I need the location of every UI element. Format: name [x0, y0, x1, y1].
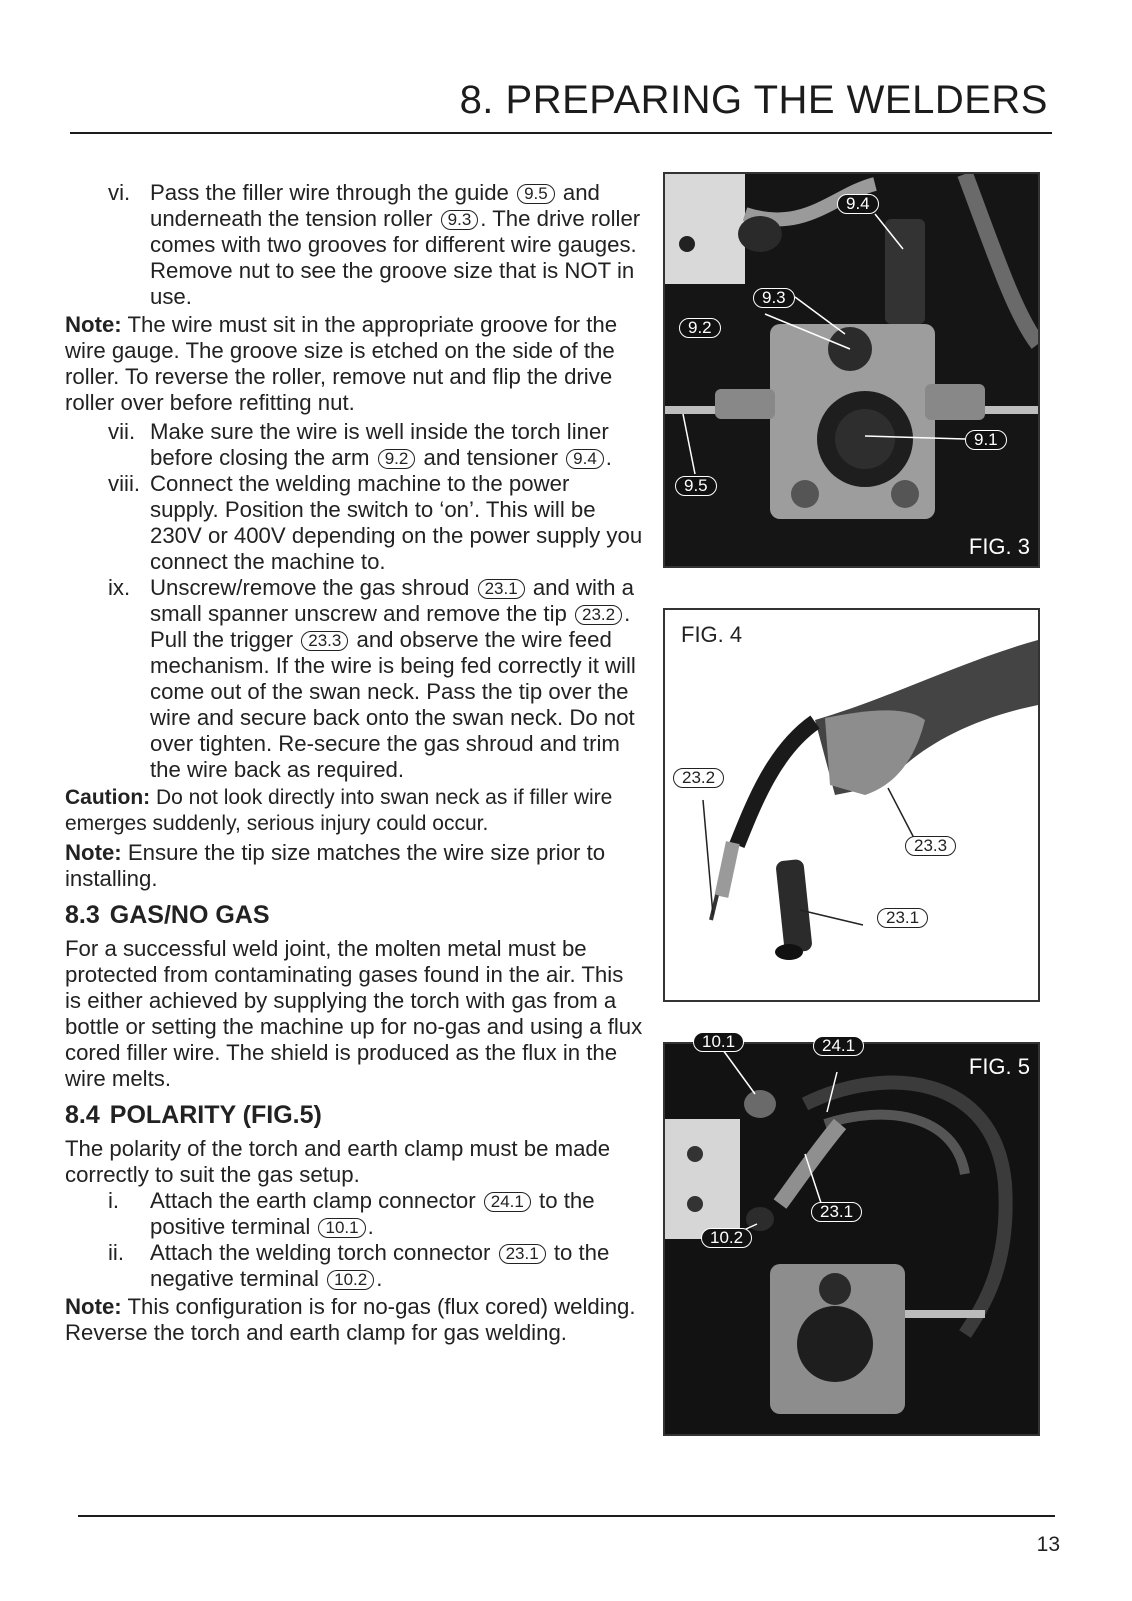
section-heading-8-3	[65, 900, 643, 930]
text-segment: Make sure the wire is well inside the torch liner before closing the arm	[150, 419, 609, 470]
part-reference-badge: 10.1	[318, 1218, 365, 1238]
section-8-4-body: The polarity of the torch and earth clamp must be made correctly to suit the gas setup.	[65, 1136, 611, 1187]
section-number: 8.3	[65, 901, 100, 929]
list-item-number	[65, 1188, 150, 1240]
figure-5-label: FIG. 5	[968, 1054, 1030, 1079]
text-segment: to the negative terminal	[150, 1240, 610, 1291]
list-item-number	[65, 575, 150, 783]
text-segment: .	[376, 1266, 383, 1291]
list-item-number	[65, 1240, 150, 1292]
footer-rule	[78, 1515, 1055, 1517]
list-item-text	[150, 575, 643, 783]
list-item-text	[150, 1240, 643, 1292]
figure-4-label: FIG. 4	[681, 622, 743, 647]
callout-9-3: 9.3	[753, 288, 795, 308]
part-reference-badge: 23.2	[575, 605, 622, 625]
part-reference-badge: 9.4	[566, 449, 604, 469]
text-segment: and underneath the tension roller	[150, 180, 600, 231]
figure-3-label: FIG. 3	[968, 534, 1030, 559]
text-segment: . Pull the trigger	[150, 601, 631, 652]
section-title: GAS/NO GAS	[109, 901, 270, 929]
callout-9-2: 9.2	[679, 318, 721, 338]
steps-list-b	[65, 419, 643, 783]
list-item-number-text: vii.	[108, 419, 136, 444]
callout-23-1: 23.1	[811, 1202, 862, 1222]
note-text: The wire must sit in the appropriate groove for the wire gauge. The groove size is etched on the side of the roller. To reverse the roller, remove nut and flip the drive roller over before refitting nut.	[65, 312, 618, 415]
list-item	[65, 419, 643, 471]
text-segment: Unscrew/remove the gas shroud	[150, 575, 476, 600]
main-text-column	[65, 180, 643, 1349]
text-segment: Attach the welding torch connector	[150, 1240, 497, 1265]
callout-9-1: 9.1	[965, 430, 1007, 450]
figure-4-photo-illustration	[665, 610, 1038, 1000]
text-segment: Attach the earth clamp connector	[150, 1188, 482, 1213]
list-item-number	[65, 419, 150, 471]
page-number: 13	[1036, 1533, 1060, 1556]
note-text: This configuration is for no-gas (flux cored) welding. Reverse the torch and earth clamp for gas welding.	[65, 1294, 636, 1345]
note-groove	[65, 312, 643, 416]
callout-10-2: 10.2	[701, 1228, 752, 1248]
text-segment: Connect the welding machine to the power supply. Position the switch to ‘on’. This will be 230V or 400V depending on the power supply you connect the machine to.	[150, 471, 643, 574]
section-number: 8.4	[65, 1101, 100, 1129]
list-item-text	[150, 1188, 643, 1240]
text-segment: and tensioner	[417, 445, 565, 470]
part-reference-badge: 23.3	[301, 631, 348, 651]
part-reference-badge: 24.1	[484, 1192, 531, 1212]
list-item	[65, 1188, 643, 1240]
title-rule	[70, 132, 1052, 134]
text-segment: .	[367, 1214, 374, 1239]
steps-list-c	[65, 1188, 643, 1292]
part-reference-badge: 9.3	[441, 210, 479, 230]
part-reference-badge: 10.2	[327, 1270, 374, 1290]
note-label: Note:	[65, 1294, 122, 1319]
caution-note	[65, 785, 643, 837]
note-text: Ensure the tip size matches the wire size prior to installing.	[65, 840, 606, 891]
note-label: Note:	[65, 840, 122, 865]
list-item	[65, 575, 643, 783]
note-label: Note:	[65, 312, 122, 337]
callout-23-3: 23.3	[905, 836, 956, 856]
callout-24-1: 24.1	[813, 1036, 864, 1056]
callout-9-4: 9.4	[837, 194, 879, 214]
callout-23-2: 23.2	[673, 768, 724, 788]
page-title: 8. PREPARING THE WELDERS	[459, 78, 1048, 122]
caution-label: Caution:	[65, 786, 151, 809]
list-item	[65, 180, 643, 310]
list-item	[65, 471, 643, 575]
part-reference-badge: 9.2	[378, 449, 416, 469]
list-item-number	[65, 180, 150, 310]
list-item-number-text: vi.	[108, 180, 131, 205]
list-item-text	[150, 180, 643, 310]
part-reference-badge: 9.5	[517, 184, 555, 204]
text-segment: and with a small spanner unscrew and remove the tip	[150, 575, 634, 626]
list-item-number-text: ix.	[108, 575, 131, 600]
callout-23-1: 23.1	[877, 908, 928, 928]
text-segment: and observe the wire feed mechanism. If the wire is being fed correctly it will come out of the swan neck. Pass the tip over the wire and secure back onto the swan neck. Do not over tighten. Re-secure the gas shroud and trim the wire back as required.	[150, 627, 636, 782]
list-item-text	[150, 471, 643, 575]
list-item	[65, 1240, 643, 1292]
figure-4-torch	[663, 608, 1040, 1002]
figure-3-photo-illustration	[665, 174, 1038, 566]
section-heading-8-4	[65, 1100, 643, 1130]
figure-5-polarity-connections	[663, 1032, 1040, 1436]
text-segment: Pass the filler wire through the guide	[150, 180, 516, 205]
text-segment: to the positive terminal	[150, 1188, 595, 1239]
note-configuration	[65, 1294, 643, 1346]
steps-list-a	[65, 180, 643, 310]
note-tip-size	[65, 840, 643, 892]
list-item-text	[150, 419, 643, 471]
callout-9-5: 9.5	[675, 476, 717, 496]
section-title: POLARITY (FIG.5)	[109, 1101, 322, 1129]
text-segment: .	[605, 445, 612, 470]
section-8-3-body: For a successful weld joint, the molten metal must be protected from contaminating gases found in the air. This is either achieved by supplying the torch with gas from a bottle or setting the machine up for no-gas and using a flux cored filler wire. The shield is produced as the flux in the wire melts.	[65, 936, 643, 1091]
callout-10-1: 10.1	[693, 1032, 744, 1052]
list-item-number	[65, 471, 150, 575]
text-segment: . The drive roller comes with two grooves for different wire gauges. Remove nut to see the groove size that is NOT in use.	[150, 206, 641, 309]
part-reference-badge: 23.1	[478, 579, 525, 599]
figure-3-wire-feed-mechanism	[663, 172, 1040, 568]
list-item-number-text: ii.	[108, 1240, 125, 1265]
part-reference-badge: 23.1	[499, 1244, 546, 1264]
list-item-number-text: viii.	[108, 471, 141, 496]
list-item-number-text: i.	[108, 1188, 120, 1213]
caution-text: Do not look directly into swan neck as if filler wire emerges suddenly, serious injury could occur.	[65, 786, 613, 835]
